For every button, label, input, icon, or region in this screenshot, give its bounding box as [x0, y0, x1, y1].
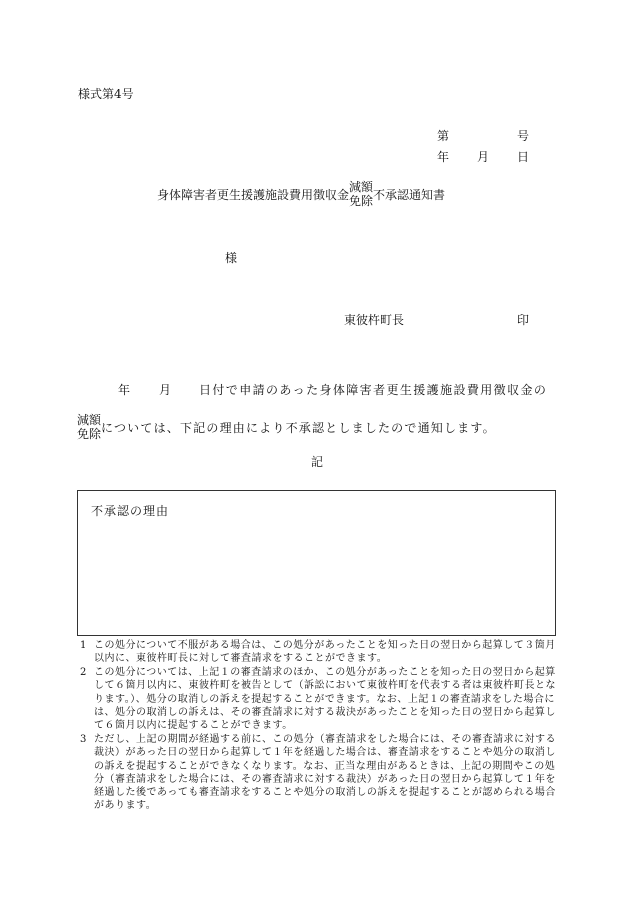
reason-box: [77, 490, 556, 636]
body-stack-bottom: 免除: [77, 427, 102, 441]
body-year: 年: [118, 383, 131, 397]
note-1: [80, 639, 560, 666]
document-title: [157, 179, 445, 209]
date-month: 月: [477, 150, 490, 164]
title-prefix: 身体障害者更生援護施設費用徴収金: [157, 187, 350, 202]
title-suffix: 不承認通知書: [373, 187, 446, 202]
title-stack-top: 減額: [349, 180, 374, 194]
form-number: 様式第4号: [78, 87, 134, 101]
doc-number-go: 号: [517, 129, 530, 143]
note-2-number: 2: [80, 667, 87, 678]
note-3-text: ただし、上記の期間が経過する前に、この処分（審査請求をした場合には、その審査請求に対する裁決）があった日の翌日から起算して１年を経過した場合は、審査請求をすることや処分の取消しの訴えを提起することができなくなります。なお、正当な理由があるときは、上記の期間やこの処分（審査請求をした場合には、その審査請求に対する裁決）があった日の翌日から起算して１年を経過した後であっても審査請求をすることや処分の取消しの訴えを提起することが認められる場合があります。: [94, 734, 556, 812]
body-line2: [77, 412, 496, 442]
addressee-suffix: 様: [225, 251, 238, 265]
note-1-text: この処分について不服がある場合は、この処分があったことを知った日の翌日から起算して３箇月以内に、東彼杵町長に対して審査請求をすることができます。: [94, 640, 556, 665]
note-1-number: 1: [80, 640, 87, 651]
reason-label: 不承認の理由: [91, 504, 170, 518]
title-stack-bottom: 免除: [349, 194, 374, 208]
body-line1-text: 日付で申請のあった身体障害者更生援護施設費用徴収金の: [199, 383, 548, 397]
ki-label: 記: [311, 455, 324, 469]
doc-number-dai: 第: [437, 129, 450, 143]
body-line2-text: については、下記の理由により不承認としましたので通知します。: [101, 420, 496, 435]
body-stack: [77, 413, 101, 441]
note-2-text: この処分については、上記１の審査請求のほか、この処分があったことを知った日の翌日から起算して６箇月以内に、東彼杵町を被告として（訴訟において東彼杵町を代表する者は東彼杵町長となります。）、処分の取消しの訴えを提起することができます。なお、上記１の審査請求をした場合には、処分の取消しの訴えは、その審査請求に対する裁決があったことを知った日の翌日から起算して６箇月以内に提起することができます。: [94, 667, 556, 732]
note-2: [80, 666, 560, 732]
note-3: [80, 733, 560, 813]
body-stack-top: 減額: [77, 413, 102, 427]
body-month: 月: [159, 383, 172, 397]
date-day: 日: [517, 150, 530, 164]
date-year: 年: [437, 150, 450, 164]
title-stack: [349, 180, 373, 208]
issuer-name: 東彼杵町長: [344, 313, 405, 327]
issuer-seal: 印: [517, 313, 530, 327]
note-3-number: 3: [80, 734, 87, 745]
